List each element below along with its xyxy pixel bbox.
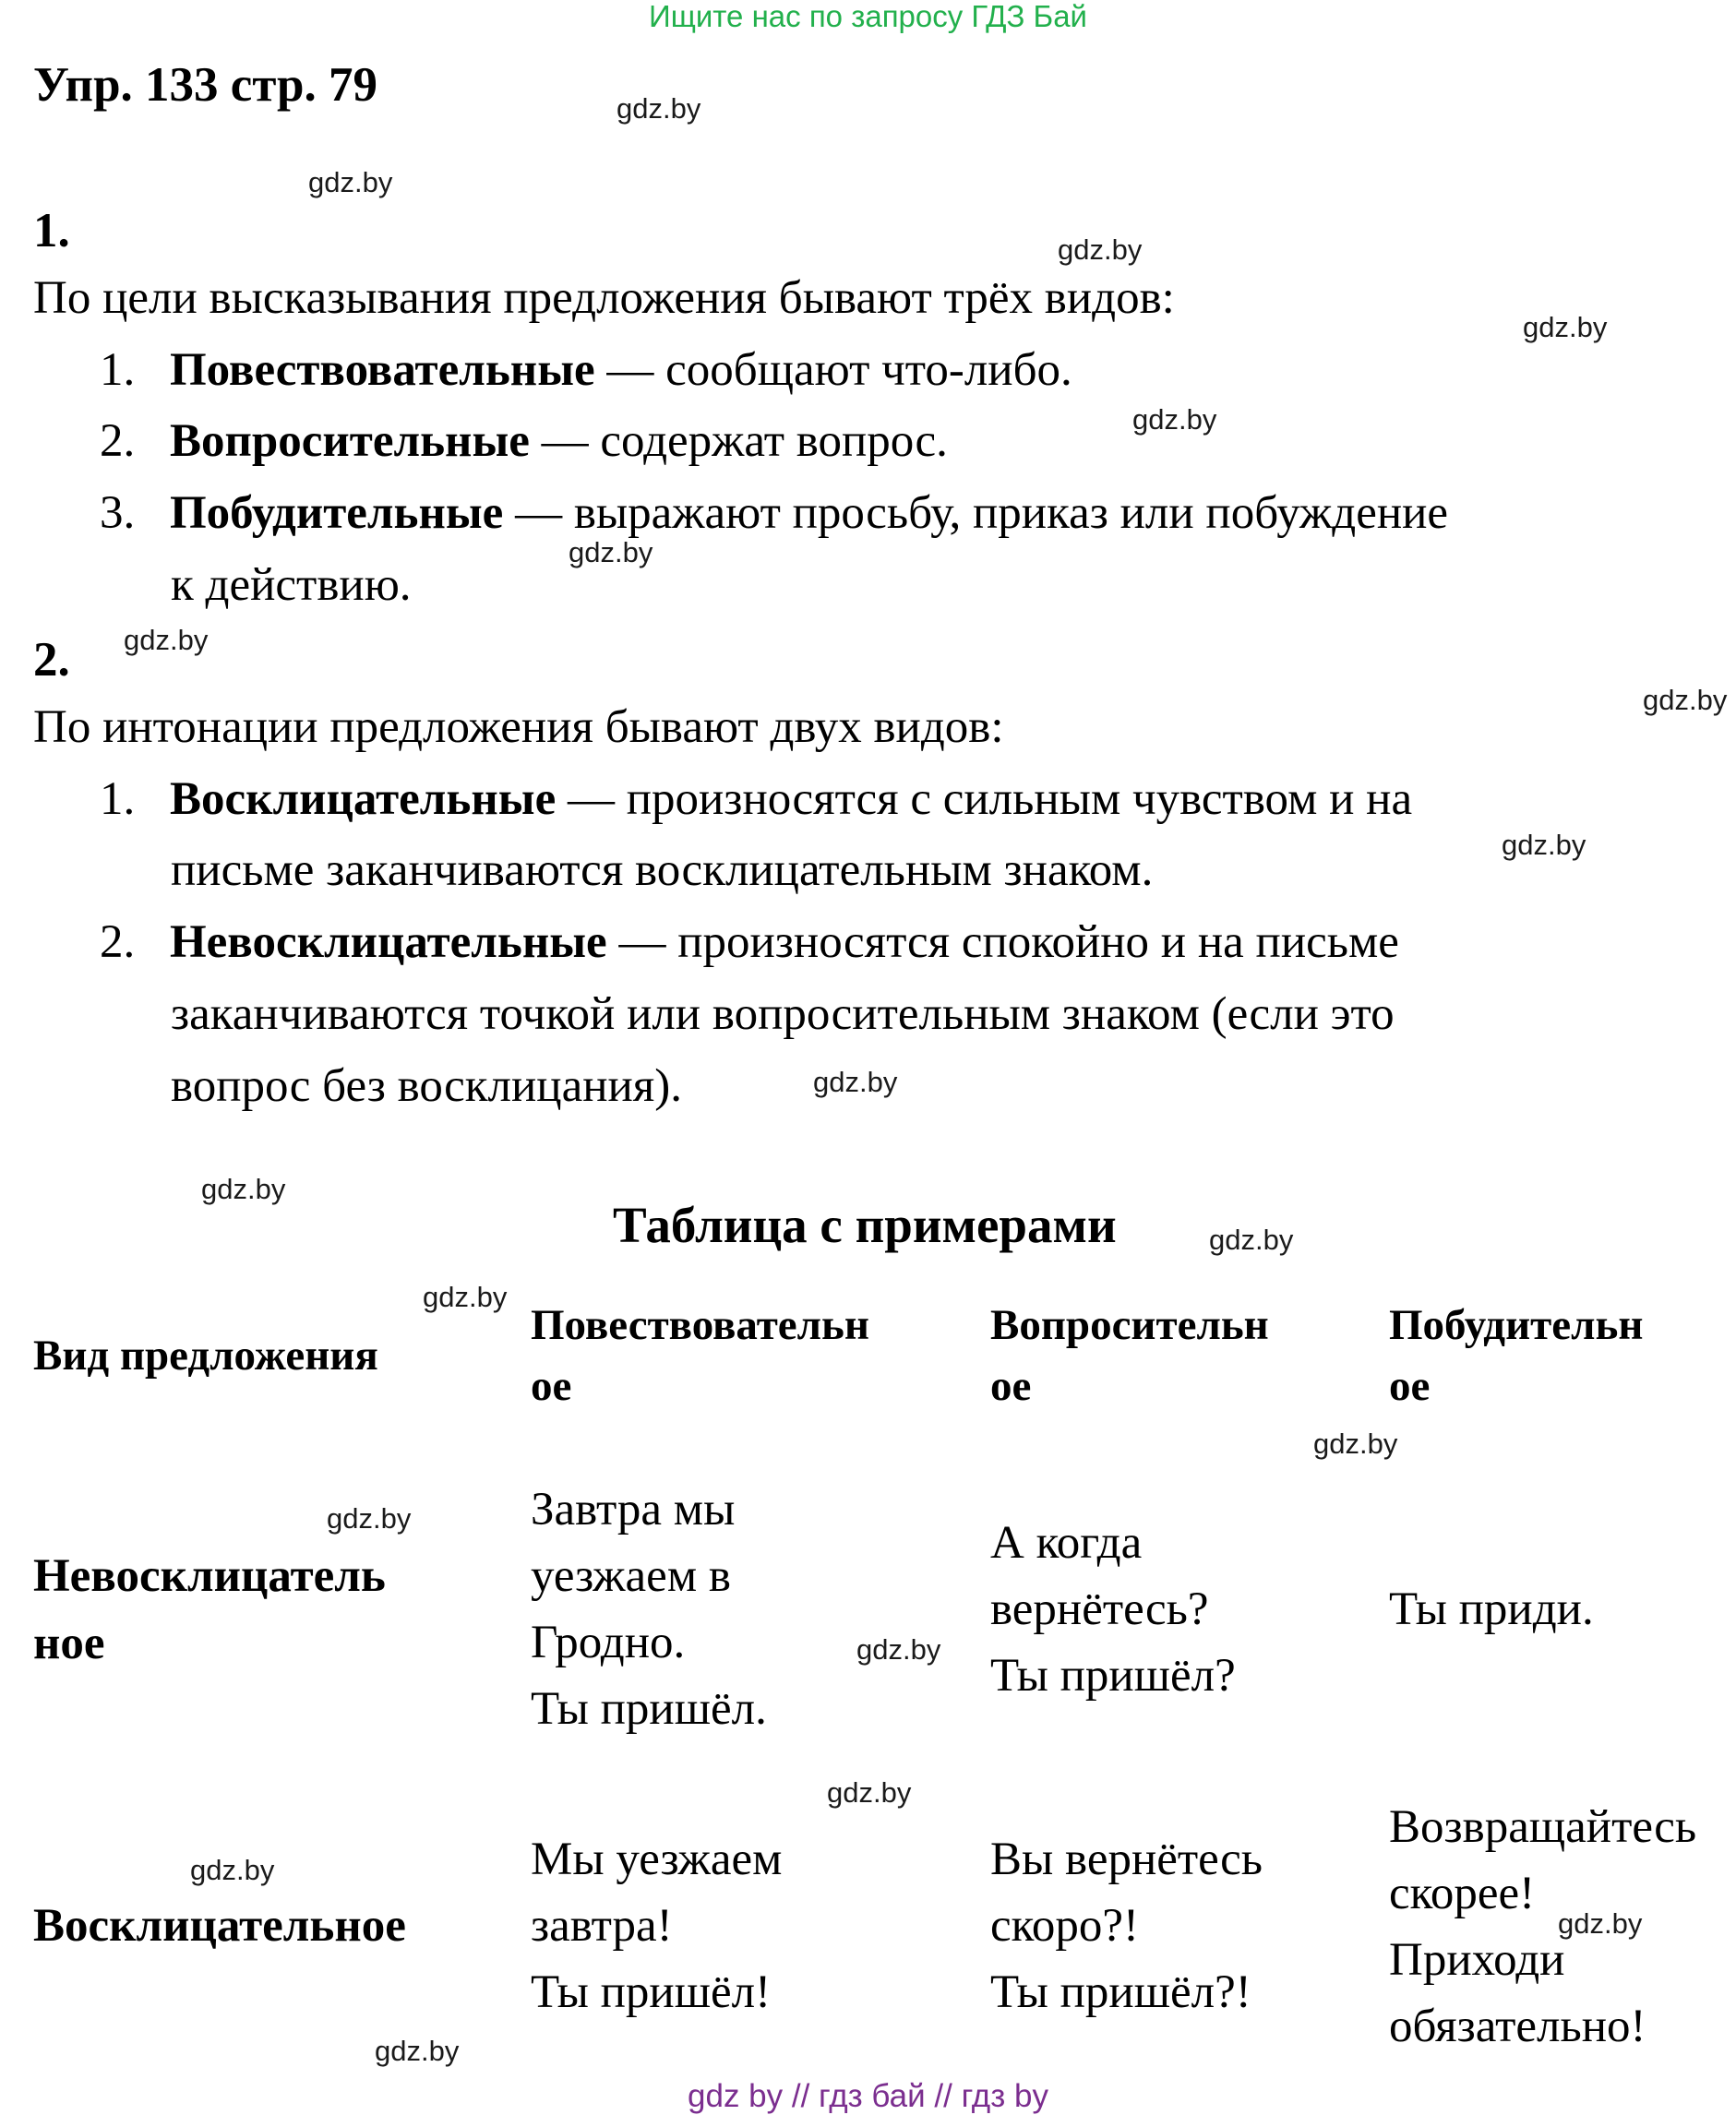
watermark: gdz.by [856, 1633, 941, 1666]
cell-line: Ты пришёл. [531, 1683, 767, 1735]
section-1-intro: По цели высказывания предложения бывают трёх видов: [33, 272, 1175, 324]
header-line: ое [1389, 1362, 1431, 1410]
cell-line: Приходи [1389, 1934, 1565, 1986]
cell-line: скоро?! [990, 1900, 1139, 1952]
section-2-item-2-continuation-2: вопрос без восклицания). [171, 1060, 682, 1112]
section-2-item-2 [100, 907, 1399, 978]
table-column-header-imperative [1389, 1295, 1643, 1416]
table-column-header-narrative [531, 1295, 869, 1416]
section-2-intro: По интонации предложения бывают двух видов: [33, 701, 1004, 753]
row-header-line: Восклицательное [33, 1900, 406, 1952]
exercise-title: Упр. 133 стр. 79 [33, 58, 377, 112]
table-cell-exclamatory-imperative [1389, 1794, 1696, 2060]
table-cell-exclamatory-narrative [531, 1826, 782, 2025]
item-text: — выражают просьбу, приказ или побуждение [503, 487, 1449, 539]
cell-line: обязательно! [1389, 2001, 1646, 2052]
cell-line: Ты приди. [1389, 1583, 1594, 1635]
watermark: gdz.by [813, 1066, 898, 1098]
watermark: gdz.by [190, 1854, 275, 1886]
header-line: ое [990, 1362, 1032, 1410]
item-number: 1. [100, 773, 136, 825]
watermark: gdz.by [308, 166, 393, 198]
item-number: 3. [100, 487, 136, 539]
section-1-item-1 [100, 335, 1072, 406]
section-2-number: 2. [33, 633, 70, 687]
section-1-item-3-continuation: к действию. [171, 559, 412, 611]
watermark: gdz.by [423, 1281, 508, 1313]
cell-line: Мы уезжаем [531, 1834, 783, 1885]
item-term: Невосклицательные [170, 916, 607, 968]
item-term: Вопросительные [170, 415, 530, 467]
header-line: Повествовательн [531, 1301, 869, 1349]
cell-line: Вы вернётесь [990, 1834, 1263, 1885]
table-cell-non-exclamatory-narrative [531, 1476, 767, 1742]
watermark: gdz.by [124, 624, 209, 656]
cell-line: Завтра мы [531, 1484, 736, 1535]
cell-line: вернётесь? [990, 1583, 1209, 1635]
section-2-item-1-continuation: письме заканчиваются восклицательным знаком. [171, 844, 1154, 896]
top-banner: Ищите нас по запросу ГДЗ Бай [649, 0, 1087, 33]
watermark: gdz.by [827, 1776, 912, 1809]
item-text: — произносятся с сильным чувством и на [556, 773, 1413, 825]
cell-line: Ты пришёл! [531, 1966, 772, 2018]
watermark: gdz.by [375, 2035, 460, 2067]
item-term: Восклицательные [170, 773, 557, 825]
header-line: Вопросительн [990, 1301, 1269, 1349]
row-header-line: Невосклицатель [33, 1550, 386, 1602]
table-row-header-exclamatory [33, 1893, 406, 1960]
item-text: — произносятся спокойно и на письме [606, 916, 1399, 968]
cell-line: Ты пришёл? [990, 1650, 1236, 1702]
item-text: — сообщают что-либо. [594, 344, 1072, 396]
table-title: Таблица с примерами [613, 1197, 1117, 1253]
item-number: 2. [100, 916, 136, 968]
item-text: — содержат вопрос. [529, 415, 948, 467]
item-term: Повествовательные [170, 344, 595, 396]
watermark: gdz.by [1643, 684, 1728, 716]
footer-links: gdz by // гдз бай // гдз by [688, 2078, 1048, 2114]
cell-line: скорее! [1389, 1868, 1536, 1919]
section-1-number: 1. [33, 204, 70, 257]
cell-line: завтра! [531, 1900, 673, 1952]
watermark: gdz.by [1209, 1224, 1294, 1256]
section-2-item-1 [100, 764, 1412, 835]
table-column-header-interrogative [990, 1295, 1269, 1416]
header-line: ое [531, 1362, 572, 1410]
watermark: gdz.by [1313, 1428, 1398, 1460]
table-cell-exclamatory-interrogative [990, 1826, 1263, 2025]
watermark: gdz.by [201, 1173, 286, 1205]
watermark: gdz.by [327, 1502, 412, 1535]
watermark: gdz.by [617, 92, 701, 125]
section-2-item-2-continuation: заканчиваются точкой или вопросительным знаком (если это [171, 988, 1395, 1040]
item-number: 2. [100, 415, 136, 467]
watermark: gdz.by [1523, 311, 1608, 343]
watermark: gdz.by [1058, 233, 1143, 266]
watermark: gdz.by [1132, 403, 1217, 436]
section-1-item-2 [100, 406, 948, 477]
cell-line: Возвращайтесь [1389, 1801, 1697, 1853]
cell-line: Гродно. [531, 1617, 686, 1668]
table-row-header-non-exclamatory [33, 1543, 386, 1678]
table-corner-header: Вид предложения [33, 1332, 378, 1380]
header-line: Побудительн [1389, 1301, 1644, 1349]
table-cell-non-exclamatory-imperative [1389, 1576, 1594, 1643]
table-cell-non-exclamatory-interrogative [990, 1510, 1236, 1709]
watermark: gdz.by [569, 536, 653, 568]
watermark: gdz.by [1558, 1907, 1643, 1940]
item-number: 1. [100, 344, 136, 396]
row-header-line: ное [33, 1618, 105, 1669]
cell-line: А когда [990, 1517, 1143, 1569]
cell-line: уезжаем в [531, 1550, 731, 1602]
watermark: gdz.by [1502, 829, 1586, 861]
item-term: Побудительные [170, 487, 504, 539]
section-1-item-3 [100, 478, 1448, 549]
cell-line: Ты пришёл?! [990, 1966, 1251, 2018]
